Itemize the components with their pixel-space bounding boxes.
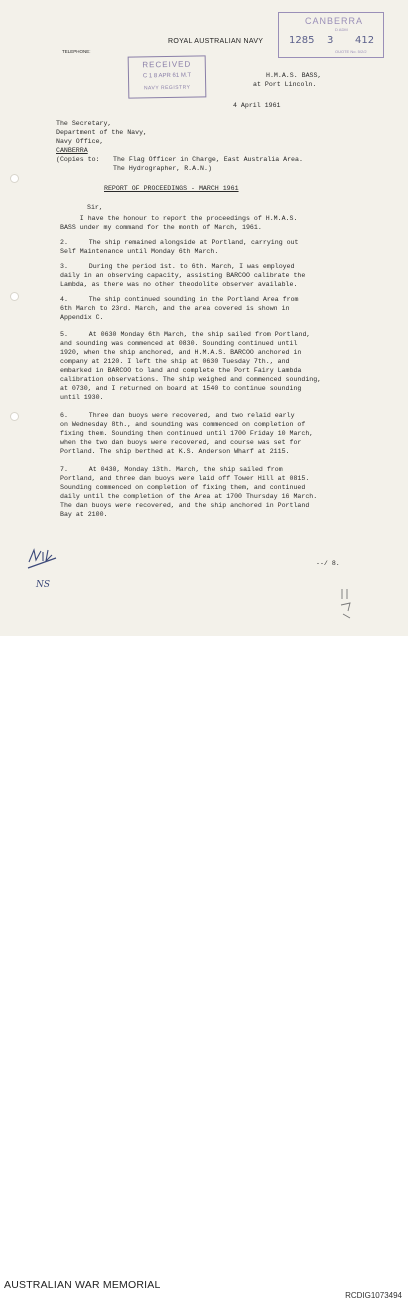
- paragraph-line: calibration observations. The ship weighed and commenced sounding,: [60, 376, 322, 383]
- paragraph-line: Three dan buoys were recovered, and two relaid early: [69, 412, 295, 419]
- paragraph-line: company at 2120. I left the ship at 0630 Tuesday 7th., and: [60, 358, 290, 365]
- paragraph-line: Self Maintenance until Monday 6th March.: [60, 248, 219, 255]
- paragraph-line: when the two dan buoys were recovered, and course was set for: [60, 439, 302, 446]
- letterhead: ROYAL AUSTRALIAN NAVY: [168, 38, 264, 45]
- address-line: Department of the Navy,: [56, 129, 148, 136]
- paragraph-line: 6th March to 23rd. March, and the area covered is shown in: [60, 305, 290, 312]
- paragraph-line: daily until the completion of the Area at 1700 Thursday 16 March.: [60, 493, 318, 500]
- handwritten-margin-note: NS: [36, 580, 51, 590]
- paragraph-line: The ship remained alongside at Portland, carrying out: [69, 239, 299, 246]
- paragraph-line: At 0630 Monday 6th March, the ship sailed from Portland,: [69, 331, 311, 338]
- ship-location: at Port Lincoln.: [253, 81, 317, 88]
- paragraph-line: embarked in BARCOO to land and complete the Port Fairy Lambda: [60, 367, 302, 374]
- telephone-label: TELEPHONE:: [62, 49, 91, 54]
- address-city: CANBERRA: [56, 147, 88, 154]
- paragraph-line: At 0430, Monday 13th. March, the ship sailed from: [69, 466, 283, 473]
- copies-recipient: The Hydrographer, R.A.N.): [113, 165, 212, 172]
- paragraph-line: Portland. The ship berthed at K.S. Anderson Wharf at 2115.: [60, 448, 290, 455]
- paragraph-number: 4.: [60, 296, 68, 303]
- punch-hole: [10, 292, 19, 301]
- letter-date: 4 April 1961: [233, 102, 281, 109]
- copies-recipient: The Flag Officer in Charge, East Australia Area.: [113, 156, 303, 163]
- address-line: The Secretary,: [56, 120, 112, 127]
- archive-record-id: RCDIG1073494: [345, 1291, 402, 1300]
- paragraph-line: 1920, when the ship anchored, and H.M.A.S. BARCOO anchored in: [60, 349, 302, 356]
- received-stamp-registry: NAVY REGISTRY: [143, 84, 191, 92]
- paragraph-line: Sounding commenced on completion of fixing them, and continued: [60, 484, 306, 491]
- paragraph-number: 2.: [60, 239, 68, 246]
- paragraph-line: BASS under my command for the month of March, 1961.: [60, 224, 262, 231]
- canberra-stamp-small-top: D ADM: [335, 27, 348, 32]
- paragraph-line: During the period 1st. to 6th. March, I was employed: [69, 263, 295, 270]
- paragraph-number: 6.: [60, 412, 68, 419]
- paragraph-line: Appendix C.: [60, 314, 104, 321]
- handwritten-initials-mark: [26, 546, 60, 572]
- received-stamp-date: C 1 8 APR 61 M.T: [142, 72, 192, 80]
- archive-name: AUSTRALIAN WAR MEMORIAL: [4, 1279, 161, 1291]
- paragraph-number: 5.: [60, 331, 68, 338]
- archive-footer: [0, 636, 408, 1300]
- paragraph-line: Lambda, as there was no other theodolite observer available.: [60, 281, 298, 288]
- document-page: [0, 0, 408, 636]
- paragraph-line: and sounding was commenced at 0830. Sounding continued until: [60, 340, 298, 347]
- copies-label: (Copies to:: [56, 156, 100, 163]
- paragraph-line: Bay at 2100.: [60, 511, 108, 518]
- paragraph-line: I have the honour to report the proceedings of H.M.A.S.: [60, 215, 298, 222]
- canberra-stamp-number: 3: [327, 35, 334, 46]
- paragraph-line: The dan buoys were recovered, and the ship anchored in Portland: [60, 502, 310, 509]
- handwritten-reference-mark: [338, 586, 354, 622]
- paragraph-line: The ship continued sounding in the Portland Area from: [69, 296, 299, 303]
- canberra-stamp-title: CANBERRA: [305, 16, 364, 26]
- paragraph-line: daily in an observing capacity, assisting BARCOO calibrate the: [60, 272, 306, 279]
- ship-name: H.M.A.S. BASS,: [266, 72, 322, 79]
- paragraph-line: at 0730, and I returned on board at 1540 to continue sounding: [60, 385, 302, 392]
- paragraph-line: Portland, and three dan buoys were laid off Tower Hill at 0815.: [60, 475, 310, 482]
- continuation-marker: --/ 8.: [316, 560, 340, 567]
- paragraph-number: 7.: [60, 466, 68, 473]
- salutation: Sir,: [87, 204, 103, 211]
- canberra-stamp-number: 1285: [289, 35, 315, 46]
- punch-hole: [10, 174, 19, 183]
- subject-heading: REPORT OF PROCEEDINGS - MARCH 1961: [104, 185, 239, 192]
- address-line: Navy Office,: [56, 138, 104, 145]
- canberra-registry-stamp: [278, 12, 384, 58]
- paragraph-number: 3.: [60, 263, 68, 270]
- paragraph-line: on Wednesday 8th., and sounding was commenced on completion of: [60, 421, 306, 428]
- punch-hole: [10, 412, 19, 421]
- canberra-stamp-number: 412: [355, 35, 375, 46]
- canberra-stamp-small-bottom: OUOTE No. 5/2/2: [335, 49, 367, 54]
- paragraph-line: until 1930.: [60, 394, 104, 401]
- paragraph-line: fixing them. Sounding then continued until 1700 Friday 10 March,: [60, 430, 314, 437]
- received-stamp: [128, 55, 207, 98]
- received-stamp-title: RECEIVED: [142, 59, 192, 70]
